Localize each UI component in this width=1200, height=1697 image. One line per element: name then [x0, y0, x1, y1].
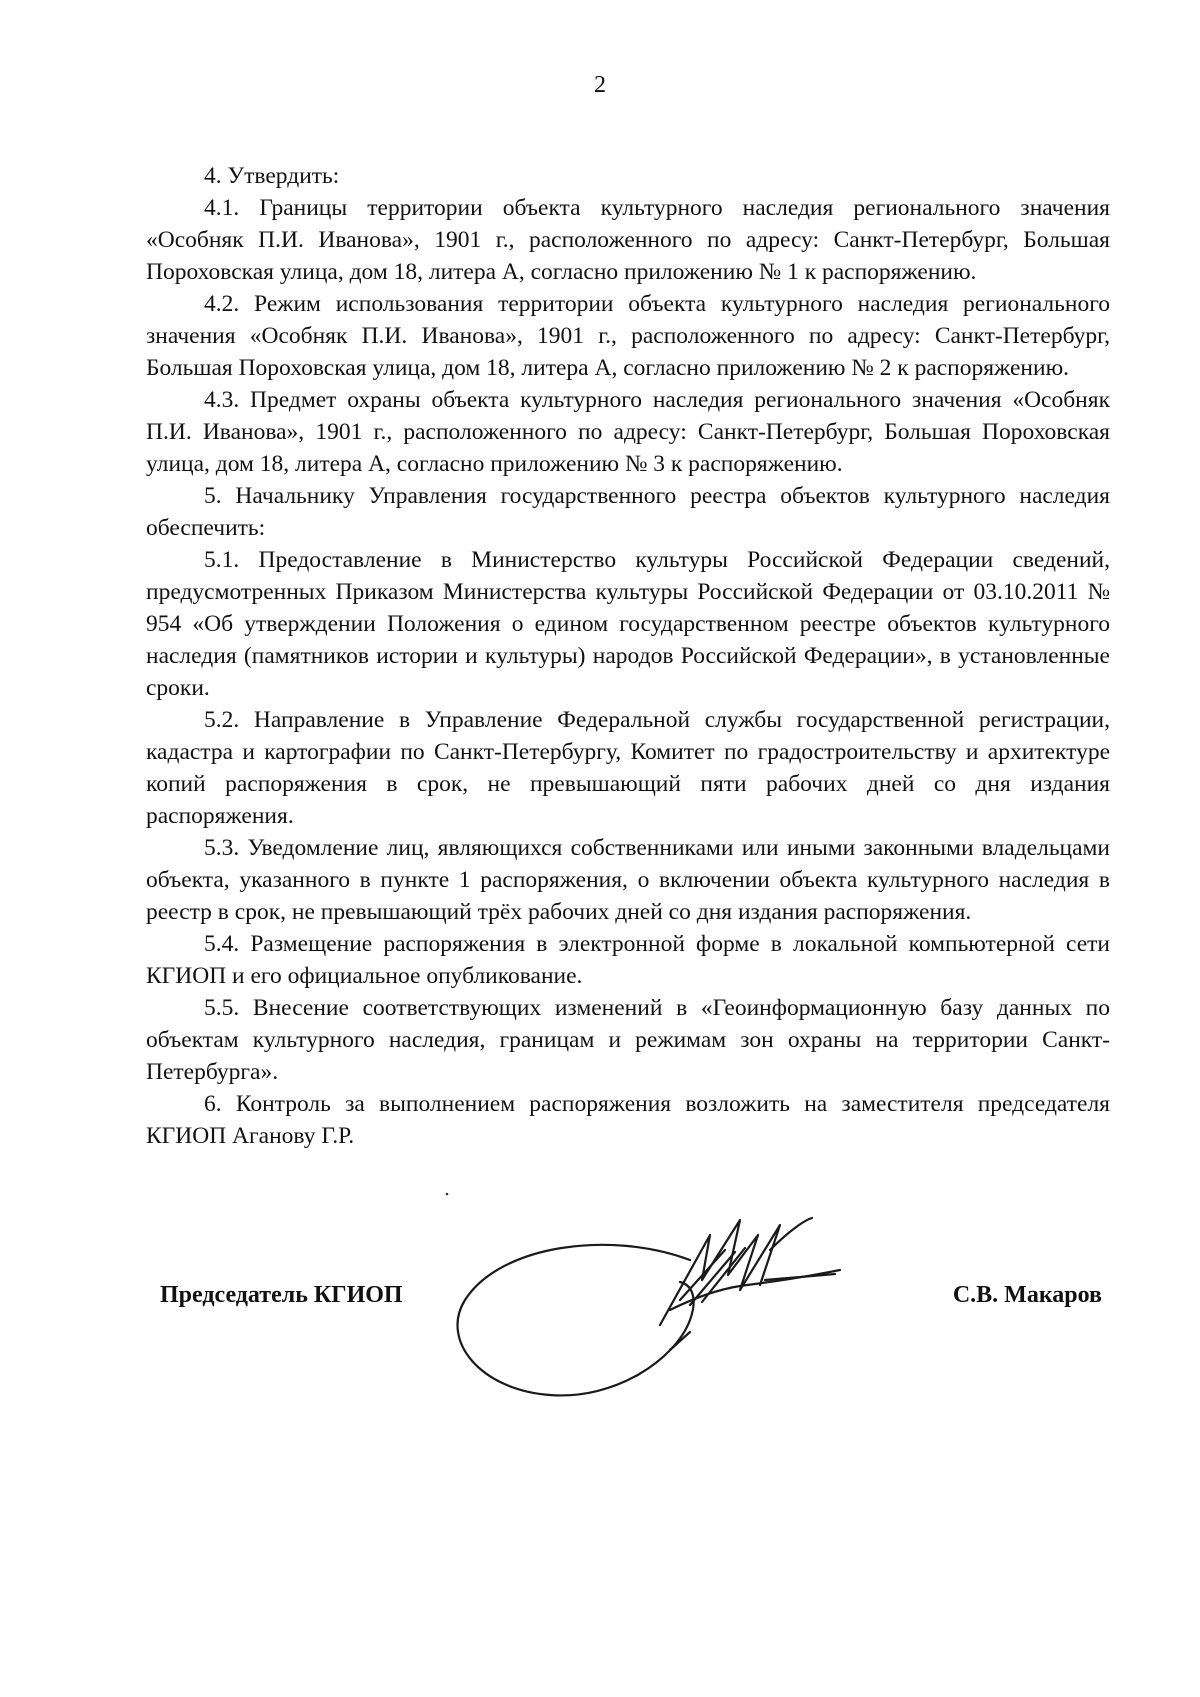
paragraph-4: 4. Утвердить: [204, 163, 340, 189]
handwritten-signature [440, 1190, 910, 1410]
page-number: 2 [594, 72, 606, 98]
signature-block [0, 1190, 1200, 1410]
signer-title: Председатель КГИОП [160, 1282, 403, 1308]
paragraph-5: 5. Начальнику Управления государственного реестра объектов культурного наследия обеспечить: [146, 483, 1110, 541]
paragraph-5-2: 5.2. Направление в Управление Федеральной службы государственной регистрации, кадастра и картографии по Санкт-Петербургу, Комитет по градостроительству и архитектуре копий распоряжения в срок, не превышающий пяти рабочих дней со дня издания распоряжения. [146, 707, 1110, 829]
paragraph-4-3: 4.3. Предмет охраны объекта культурного наследия регионального значения «Особняк П.И. Иванова», 1901 г., расположенного по адресу: Санкт-Петербург, Большая Пороховская улица, дом 18, литера А, согласно приложению № 3 к распоряжению. [146, 387, 1110, 477]
paragraph-5-1: 5.1. Предоставление в Министерство культуры Российской Федерации сведений, предусмотренных Приказом Министерства культуры Российской Федерации от 03.10.2011 № 954 «Об утверждении Положения о едином государственном реестре объектов культурного наследия (памятников истории и культуры) народов Российской Федерации», в установленные сроки. [146, 547, 1110, 701]
paragraph-4-1: 4.1. Границы территории объекта культурного наследия регионального значения «Особняк П.И. Иванова», 1901 г., расположенного по адресу: Санкт-Петербург, Большая Пороховская улица, дом 18, литера А, согласно приложению № 1 к распоряжению. [146, 195, 1110, 285]
document-body [146, 160, 1110, 1152]
signer-name: С.В. Макаров [952, 1282, 1102, 1308]
paragraph-4-2: 4.2. Режим использования территории объекта культурного наследия регионального значения «Особняк П.И. Иванова», 1901 г., расположенного по адресу: Санкт-Петербург, Большая Пороховская улица, дом 18, литера А, согласно приложению № 2 к распоряжению. [146, 291, 1110, 381]
paragraph-6: 6. Контроль за выполнением распоряжения возложить на заместителя председателя КГИОП Аганову Г.Р. [146, 1091, 1110, 1149]
paragraph-5-4: 5.4. Размещение распоряжения в электронной форме в локальной компьютерной сети КГИОП и его официальное опубликование. [146, 931, 1110, 989]
paragraph-5-3: 5.3. Уведомление лиц, являющихся собственниками или иными законными владельцами объекта, указанного в пункте 1 распоряжения, о включении объекта культурного наследия в реестр в срок, не превышающий трёх рабочих дней со дня издания распоряжения. [146, 835, 1110, 925]
paragraph-5-5: 5.5. Внесение соответствующих изменений в «Геоинформационную базу данных по объектам культурного наследия, границам и режимам зон охраны на территории Санкт-Петербурга». [146, 995, 1110, 1085]
